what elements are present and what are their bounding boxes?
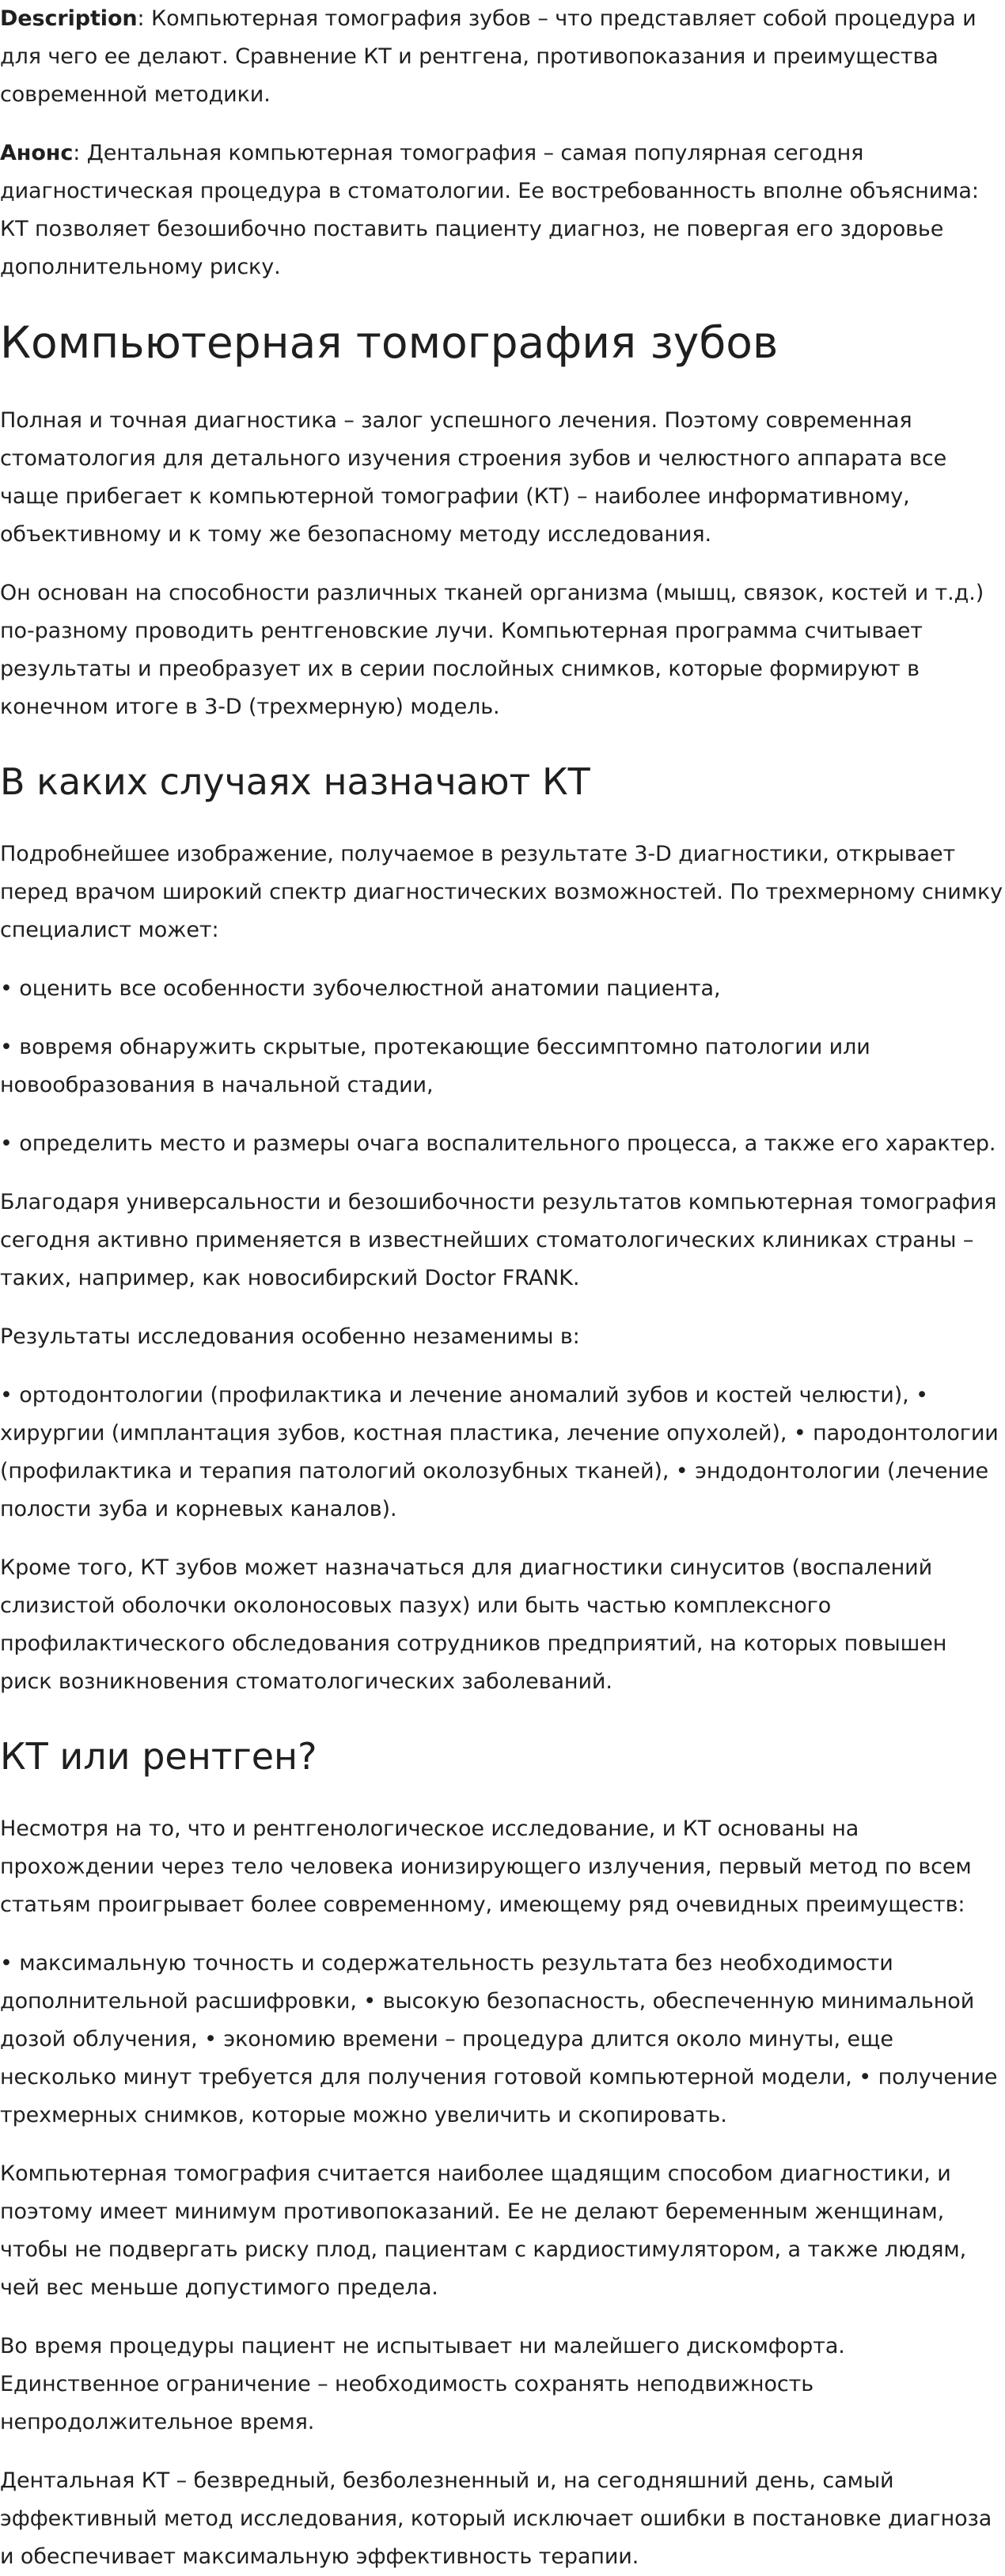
bullet-list-paragraph: • ортодонтологии (профилактика и лечение аномалий зубов и костей челюсти), • хирургии (имплантация зубов, костная пластика, лечение опухолей), • пародонтологии (профилактика и терапия патологий околозубных тканей), • эндодонтологии (лечение полости зуба и корневых каналов). <box>0 1383 999 1521</box>
intro-paragraph: Полная и точная диагностика – залог успешного лечения. Поэтому современная стоматология для детального изучения строения зубов и челюстного аппарата все чаще прибегает к компьютерной томографии (КТ) – наиболее информативному, объективному и к тому же безопасному методу исследования. <box>0 408 947 547</box>
announce-label: Анонс <box>0 141 74 165</box>
description-line <box>0 0 1005 114</box>
intro-paragraph: Он основан на способности различных тканей организма (мышц, связок, костей и т.д.) по-разному проводить рентгеновские лучи. Компьютерная программа считывает результаты и преобразует их в серии послойных снимков, которые формируют в конечном итоге в 3-D (трехмерную) модель. <box>0 581 984 719</box>
bullet-item: • оценить все особенности зубочелюстной анатомии пациента, <box>0 976 721 1001</box>
section-heading-indications: В каких случаях назначают КТ <box>0 760 590 803</box>
paragraph: Подробнейшее изображение, получаемое в результате 3-D диагностики, открывает перед врачом широкий спектр диагностических возможностей. По трехмерному снимку специалист может: <box>0 842 1003 942</box>
paragraph: Несмотря на то, что и рентгенологическое исследование, и КТ основаны на прохождении через тело человека ионизирующего излучения, первый метод по всем статьям проигрывает более современному, имеющему ряд очевидных преимуществ: <box>0 1816 972 1917</box>
bullet-item: • вовремя обнаружить скрытые, протекающие бессимптомно патологии или новообразования в начальной стадии, <box>0 1035 870 1097</box>
paragraph: Благодаря универсальности и безошибочности результатов компьютерная томография сегодня активно применяется в известнейших стоматологических клиниках страны – таких, например, как новосибирский Doctor FRANK. <box>0 1190 997 1290</box>
section-heading-ct-vs-xray: КТ или рентген? <box>0 1735 317 1778</box>
paragraph: Дентальная КТ – безвредный, безболезненный и, на сегодняшний день, самый эффективный метод исследования, который исключает ошибки в постановке диагноза и обеспечивает максимальную эффективность терапии. <box>0 2468 992 2569</box>
paragraph: Результаты исследования особенно незаменимы в: <box>0 1324 580 1349</box>
announce-line <box>0 134 1005 286</box>
description-label: Description <box>0 6 138 31</box>
article-title: Компьютерная томография зубов <box>0 317 779 368</box>
announce-text: : Дентальная компьютерная томография – самая популярная сегодня диагностическая процедура в стоматологии. Ее востребованность вполне объяснима: КТ позволяет безошибочно поставить пациенту диагноз, не повергая его здоровье дополнительному риску. <box>0 141 979 279</box>
paragraph: Компьютерная томография считается наиболее щадящим способом диагностики, и поэтому имеет минимум противопоказаний. Ее не делают беременным женщинам, чтобы не подвергать риску плод, пациентам с кардиостимулятором, а также людям, чей вес меньше допустимого предела. <box>0 2161 967 2300</box>
description-text: : Компьютерная томография зубов – что представляет собой процедура и для чего ее делают. Сравнение КТ и рентгена, противопоказания и преимущества современной методики. <box>0 6 977 107</box>
bullet-list-paragraph: • максимальную точность и содержательность результата без необходимости дополнительной расшифровки, • высокую безопасность, обеспеченную минимальной дозой облучения, • экономию времени – процедура длится около минуты, еще несколько минут требуется для получения готовой компьютерной модели, • получение трехмерных снимков, которые можно увеличить и скопировать. <box>0 1951 998 2127</box>
paragraph: Кроме того, КТ зубов может назначаться для диагностики синуситов (воспалений слизистой оболочки околоносовых пазух) или быть частью комплексного профилактического обследования сотрудников предприятий, на которых повышен риск возникновения стоматологических заболеваний. <box>0 1555 947 1694</box>
paragraph: Во время процедуры пациент не испытывает ни малейшего дискомфорта. Единственное ограничение – необходимость сохранять неподвижность непродолжительное время. <box>0 2334 845 2434</box>
bullet-item: • определить место и размеры очага воспалительного процесса, а также его характер. <box>0 1131 996 1156</box>
